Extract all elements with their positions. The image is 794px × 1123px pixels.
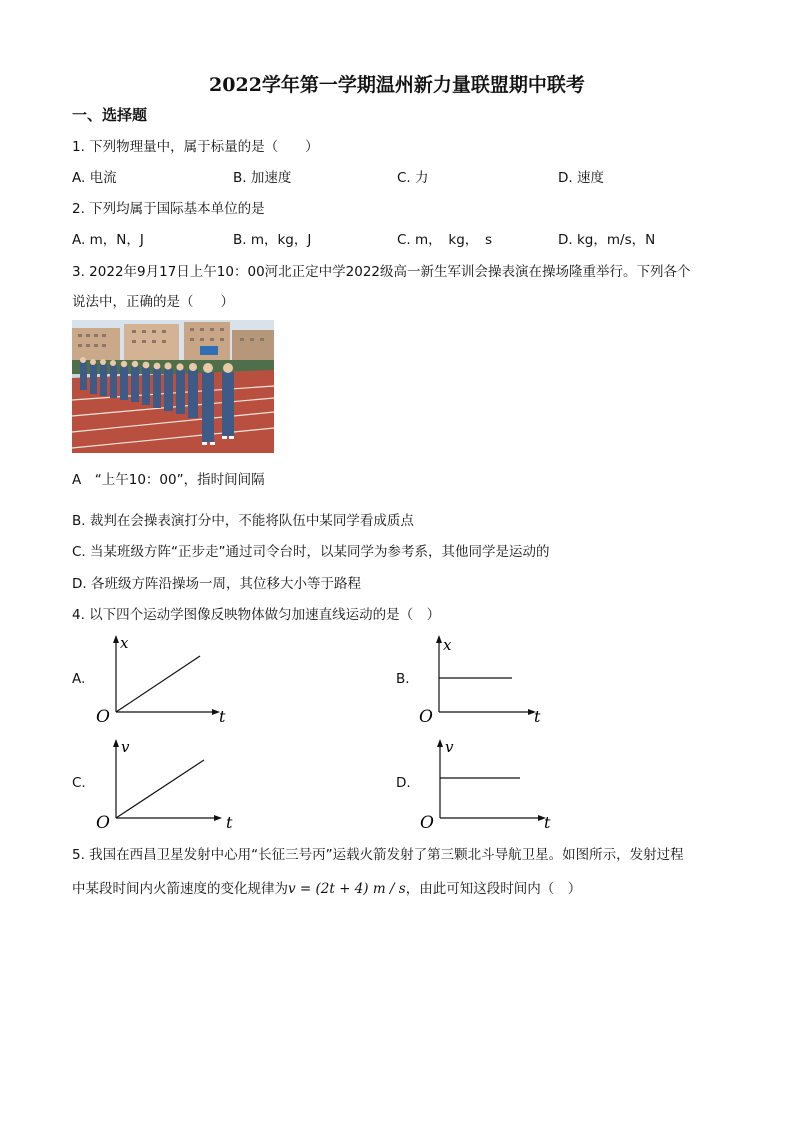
q4-graph-d (416, 734, 566, 832)
q4-graph-b (414, 632, 564, 724)
question-3-stem-line2: 说法中，正确的是（ ） (72, 294, 234, 310)
q4-graph-d-y-label: v (445, 738, 454, 756)
military-drill-photo (72, 320, 274, 453)
question-1-stem: 1. 下列物理量中，属于标量的是（ ） (72, 139, 319, 155)
q4-option-a-label: A. (72, 671, 86, 687)
q1-option-a: A. 电流 (72, 170, 117, 186)
q4-graph-b-y-label: x (443, 636, 452, 654)
question-5-stem-line1: 5. 我国在西昌卫星发射中心用“长征三号丙”运载火箭发射了第三颗北斗导航卫星。如图所示，发射过程 (72, 847, 684, 863)
q4-graph-a-x-label: t (219, 707, 226, 724)
q3-option-b: B. 裁判在会操表演打分中，不能将队伍中某同学看成质点 (72, 513, 414, 529)
q5-text-after-formula: ，由此可知这段时间内（ ） (405, 881, 582, 897)
q4-graph-b-origin: O (419, 707, 433, 724)
question-2-stem: 2. 下列均属于国际基本单位的是 (72, 201, 265, 217)
question-5-stem-line2 (72, 877, 581, 897)
q2-option-c: C. m， kg， s (397, 232, 493, 248)
q2-option-d: D. kg，m/s，N (558, 232, 656, 248)
q4-graph-b-x-label: t (534, 707, 541, 724)
q4-graph-c-y-label: v (121, 738, 130, 756)
section-heading: 一、选择题 (72, 106, 148, 124)
q4-graph-a-y-label: x (120, 634, 129, 652)
q5-text-before-formula: 中某段时间内火箭速度的变化规律为 (72, 881, 288, 897)
q4-graph-d-x-label: t (544, 813, 551, 832)
q4-option-b-label: B. (396, 671, 410, 687)
q2-option-a: A. m，N，J (72, 232, 144, 248)
q2-option-b: B. m，kg，J (233, 232, 312, 248)
q5-velocity-formula: v = (2t + 4) m / s (288, 881, 406, 897)
page-title: 2022学年第一学期温州新力量联盟期中联考 (209, 74, 585, 96)
question-3-stem-line1: 3. 2022年9月17日上午10：00河北正定中学2022级高一新生军训会操表演在操场隆重举行。下列各个 (72, 264, 691, 280)
q3-option-c: C. 当某班级方阵“正步走”通过司令台时，以某同学为参考系，其他同学是运动的 (72, 544, 550, 560)
q4-graph-d-origin: O (420, 813, 434, 832)
q4-graph-c-origin: O (96, 813, 110, 832)
q4-graph-c (90, 734, 240, 832)
q4-graph-c-x-label: t (226, 813, 233, 832)
q1-option-d: D. 速度 (558, 170, 604, 186)
q1-option-c: C. 力 (397, 170, 429, 186)
question-4-stem: 4. 以下四个运动学图像反映物体做匀加速直线运动的是（ ） (72, 607, 441, 623)
q3-option-d: D. 各班级方阵沿操场一周，其位移大小等于路程 (72, 576, 361, 592)
q3-option-a: A “上午10：00”，指时间间隔 (72, 472, 265, 488)
q4-graph-a-origin: O (96, 707, 110, 724)
q4-graph-a (90, 632, 240, 724)
q4-option-d-label: D. (396, 775, 411, 791)
q4-option-c-label: C. (72, 775, 86, 791)
q1-option-b: B. 加速度 (233, 170, 292, 186)
